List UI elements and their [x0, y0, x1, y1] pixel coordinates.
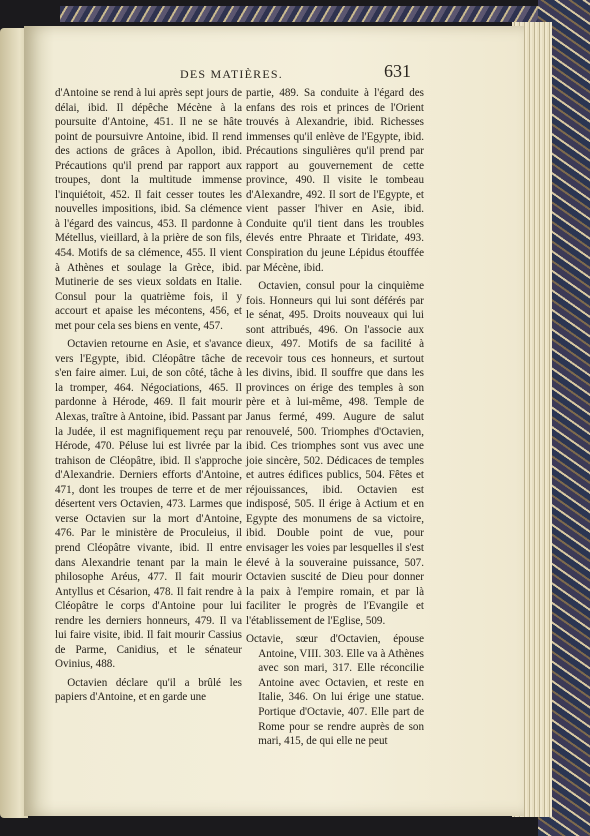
index-entry: d'Antoine se rend à lui après sept jours de délai, ibid. Il dépêche Mécène à la poursuite d'Antoine, 451. Il ne se hâte point de poursuivre Antoine, ibid. Il rend des actions de grâces à Apollon, ibid. Précautions qu'il prend par rapport aux troupes, dont la multitude immense l'inquiétoit, 452. Il fait cesser toutes les nouvelles impositions, ibid. Sa clémence à l'égard des vaincus, 453. Il pardonne à Métellus, vieillard, à la prière de son fils, 454. Motifs de sa clémence, 455. Il vient à Athènes et soulage la Grèce, ibid. Mutinerie de ses vieux soldats en Italie. Consul pour la quatrième fois, il y accourt et apaise les mécontens, 456, et met pour cela ses biens en vente, 457. [55, 87, 242, 332]
index-entry: Octavien déclare qu'il a brûlé les papiers d'Antoine, et en garde une [55, 676, 242, 704]
index-entry: Octavie, sœur d'Octavien, épouse Antoine, VIII. 303. Elle va à Athènes avec son mari, 317. Elle réconcilie Antoine avec Octavien, et reste en Italie, 346. On lui érige une statue. Portique d'Octavie, 407. Elle part de Rome pour se rendre auprès de son mari, 415, de qui elle ne peut [246, 633, 424, 748]
left-column [55, 86, 242, 705]
page-number: 631 [384, 61, 411, 81]
right-column [246, 86, 424, 749]
running-title: DES MATIÈRES. [180, 67, 283, 81]
marbled-top-edge [60, 6, 560, 22]
index-entry: Octavien retourne en Asie, et s'avance vers l'Egypte, ibid. Cléopâtre tâche de s'en faire aimer. Lui, de son côté, tâche à la tromper, 464. Négociations, 465. Il pardonne à Hérode, 469. Il fait mourir Alexas, traître à Antoine, ibid. Passant par la Judée, il est magnifiquement reçu par Hérode, 470. Péluse lui est livrée par la trahison de Cléopâtre, ibid. Il s'approche d'Alexandrie. Derniers efforts d'Antoine, 471, dont les troupes de terre et de mer désertent vers Octavien, 473. Larmes que verse Octavien sur la mort d'Antoine, 476. Par le ministère de Proculeius, il prend Cléopâtre vivante, ibid. Il entre dans Alexandrie tenant par la main le philosophe Aréus, 477. Il fait mourir Antyllus et Césarion, 478. Il fait rendre à Cléopâtre le corps d'Antoine pour lui rendre les derniers honneurs, 479. Il va lui faire visite, ibid. Il fait mourir Cassius de Parme, Canidius, et le sénateur Ovinius, 488. [55, 338, 243, 671]
index-entry: partie, 489. Sa conduite à l'égard des enfans des rois et princes de l'Orient trouvés à Alexandrie, ibid. Richesses immenses qu'il enlève de l'Egypte, ibid. Précautions singulières qu'il prend par rapport au gouvernement de cette province, 490. Il visite le tombeau d'Alexandre, 492. Il sort de l'Egypte, et vient passer l'hiver en Asie, ibid. Conduite qu'il tient dans les troubles élevés entre Phraate et Tiridate, 493. Conspiration du jeune Lépidus étouffée par Mécène, ibid. [246, 87, 424, 274]
index-entry: Octavien, consul pour la cinquième fois. Honneurs qui lui sont déférés par le sénat, 495. Droits nouveaux qui lui sont attribués, 496. On l'associe aux dieux, 497. Motifs de sa facilité à recevoir tous ces honneurs, et surtout les divins, ibid. Il souffre que dans les provinces on érige des temples à son père et à lui-même, 498. Temple de Janus fermé, 499. Augure de salut renouvelé, 500. Triomphes d'Octavien, ibid. Ces triomphes sont vus avec une joie sincère, 502. Dédicaces de temples et autres édifices publics, 504. Fêtes et réjouissances, ibid. Octavien est indisposé, 505. Il érige à Actium et en Egypte des monumens de sa victoire, ibid. Double point de vue, pour envisager les voies par lesquelles il s'est élevé à la souveraine puissance, 507. Octavien suscité de Dieu pour donner la paix à l'empire romain, et par là faciliter le progrès de l'Evangile et l'établissement de l'Eglise, 509. [246, 280, 424, 627]
